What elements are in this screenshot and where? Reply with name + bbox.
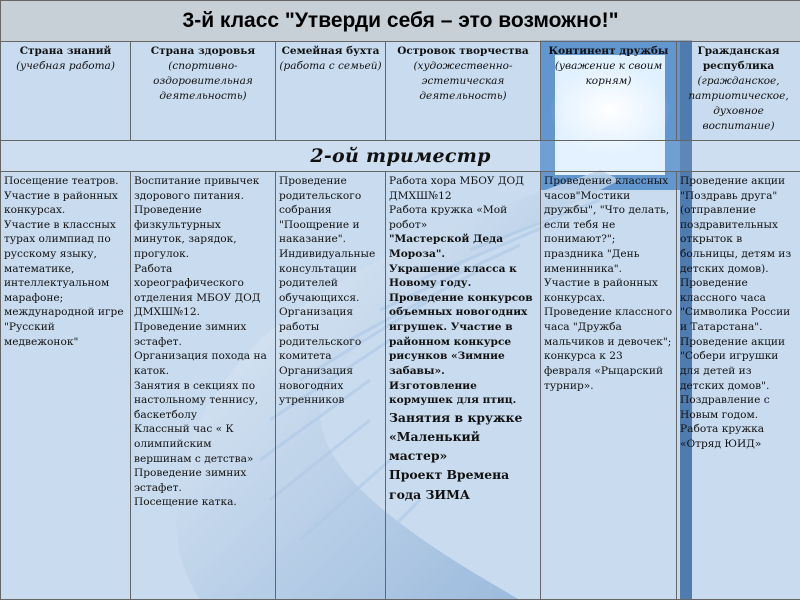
activity-item: Украшение класса к Новому году. [389,262,517,290]
activity-item: Проведение зимних эстафет. [134,321,247,348]
activity-item: Занятия в секциях по настольному теннису, баскетболу [134,379,259,421]
column-header-health [131,42,276,141]
activity-item: Работа кружка «Отряд ЮИД» [680,423,765,450]
column-header-row [1,42,800,141]
column-name: Островок творчества [397,45,529,57]
activity-item: Изготовление кормушек для птиц. [389,379,517,407]
cell-creativity [386,172,541,600]
activity-item: Посещение катка. [134,496,237,509]
column-header-family [276,42,386,141]
cell-health [131,172,276,600]
activity-item: Проведение классных часов"Мостики дружбы", "Что делать, если тебя не понимают?"; праздника "День именинника". [544,175,670,275]
activity-item: Работа хора МБОУ ДОД ДМХШ№12 [389,175,524,202]
activity-item: Поздравление с Новым годом. [680,394,770,421]
cell-family [276,172,386,600]
activity-item: Посещение театров. [4,175,119,187]
column-header-knowledge [1,42,131,141]
activity-item: Проведение классного часа "Символика России и Татарстана". [680,277,791,334]
activity-item: "Мастерской Деда Мороза". [389,233,504,261]
activity-item: Проведение зимних эстафет. [134,467,247,494]
activity-item: Проведение физкультурных минуток, зарядок, прогулок. [134,204,237,261]
column-name: Страна здоровья [150,45,256,57]
activity-item: Участие в классных турах олимпиад по русскому языку, математике, интеллектуальном марафоне; международной игре "Русский медвежонок" [4,218,124,348]
column-header-civic [677,42,800,141]
activity-item: Проведение акции "Поздравь друга" (отправление поздравительных открыток в больницы, детям из детских домов). [680,175,792,275]
activity-item: Воспитание привычек здорового питания. [134,175,260,202]
column-subtitle: (уважение к своим корням) [554,59,663,87]
activity-item: Организация похода на каток. [134,350,267,377]
column-name: Семейная бухта [281,45,380,57]
activity-item: Работа хореографического отделения МБОУ ДОД ДМХШ№12. [134,262,261,319]
slide-title: 3-й класс "Утверди себя – это возможно!" [1,1,800,42]
activities-row [1,172,800,600]
column-subtitle: (художественно-эстетическая деятельность) [413,59,513,102]
activity-item: Занятия в кружке «Маленький мастер» [389,409,523,464]
trimester-label: 2-ой триместр [1,141,800,172]
activity-item: Проведение акции "Собери игрушки для детей из детских домов". [680,335,786,392]
column-name: Континент дружбы [548,45,669,57]
activity-item: Индивидуальные консультации родителей обучающихся. [279,248,376,304]
column-subtitle: (работа с семьей) [279,59,382,72]
column-subtitle: (гражданское, патриотическое, духовное воспитание) [688,74,789,132]
column-name: Гражданская республика [697,45,780,72]
cell-friendship [541,172,677,600]
cell-knowledge [1,172,131,600]
activity-item: Участие в районных конкурсах. [4,189,118,217]
column-header-creativity [386,42,541,141]
column-subtitle: (спортивно-оздоровительная деятельность) [153,59,253,102]
column-name: Страна знаний [19,45,112,57]
activity-item: Проведение конкурсов объемных новогодних игрушек. Участие в районном конкурсе рисунков «Зимние забавы». [389,291,533,377]
activity-item: Участие в районных конкурсах. Проведение классного часа "Дружба мальчиков и девочек"; конкурса к 23 февраля «Рыцарский турнир». [544,277,673,392]
activity-item: Работа кружка «Мой робот» [389,204,508,231]
activity-item: Проект Времена года ЗИМА [389,467,510,502]
activity-item: Классный час « К олимпийским вершинам с детства» [134,423,254,465]
cell-civic [677,172,800,600]
activity-item: Организация новогодних утренников [279,364,354,407]
activity-item: Организация работы родительского комитета [279,306,362,363]
activity-item: Проведение родительского собрания "Поощрение и наказание". [279,175,362,246]
column-subtitle: (учебная работа) [16,59,115,72]
column-header-friendship [541,42,677,141]
